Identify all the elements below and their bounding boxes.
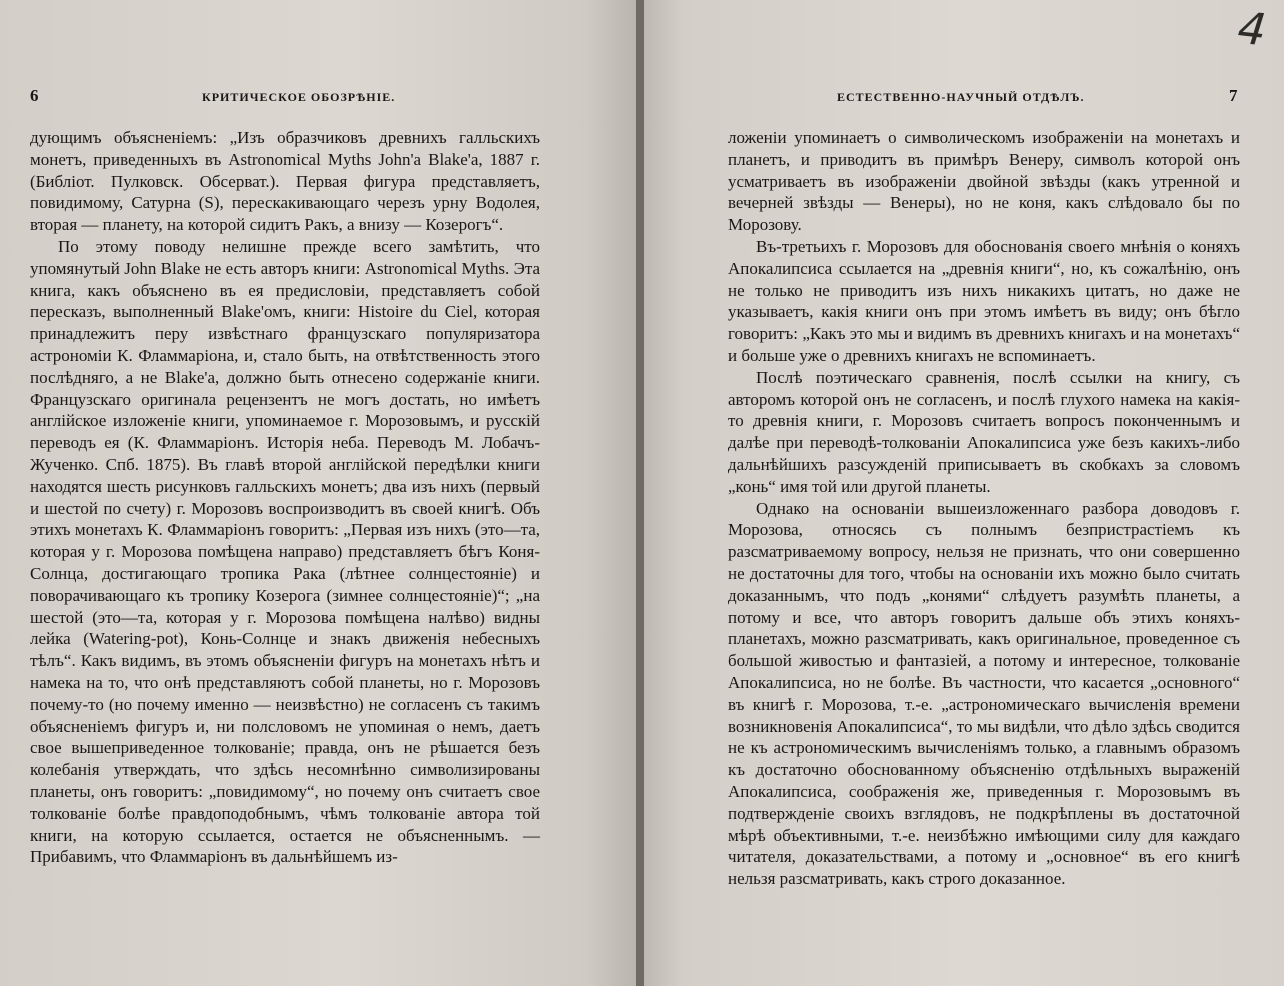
left-page [0,0,636,986]
right-paragraph-2: Въ-третьихъ г. Морозовъ для обоснованія своего мнѣнія о коняхъ Апокалипсиса ссылается на „древнія книги“, но, къ сожалѣнію, онъ не только не приводитъ изъ нихъ никакихъ цитатъ, но даже не указываетъ, какія книги онъ при этомъ имѣетъ въ виду; онъ бѣгло говоритъ: „Какъ это мы и видимъ въ древнихъ книгахъ и на монетахъ“ и больше уже о древнихъ книгахъ не вспоминаетъ. [728,236,1240,365]
left-page-number: 6 [30,86,39,105]
left-paragraph-1: дующимъ объясненіемъ: „Изъ образчиковъ древнихъ галльскихъ монетъ, приведенныхъ въ Astronomical Myths John'a Blake'a, 1887 г. (Библіот. Пулковск. Обсерват.). Первая фигура представляетъ, повидимому, Сатурна (S), перескакивающаго черезъ урну Водолея, вторая — планету, на которой сидитъ Ракъ, а внизу — Козерогъ“. [30,128,540,235]
right-paragraph-4: Однако на основаніи вышеизложеннаго разбора доводовъ г. Морозова, относясь съ полнымъ безпристрастіемъ къ разсматриваемому вопросу, нельзя не признать, что они совершенно не достаточны для того, чтобы на основаніи ихъ можно было считать доказаннымъ, что подъ „конями“ слѣдуетъ разумѣть планеты, а потому и все, что авторъ говоритъ дальше объ этихъ коняхъ-планетахъ, можно разсматривать, какъ оригинальное, проведенное съ большой живостью и фантазіей, а потому и интересное, толкованіе Апокалипсиса, но не болѣе. Въ частности, что касается „основного“ въ книгѣ г. Морозова, т.-е. „астрономическаго вычисленія времени возникновенія Апокалипсиса“, то мы видѣли, что дѣло здѣсь сводится не къ астрономическимъ вычисленіямъ только, а главнымъ образомъ къ достаточно обоснованному объясненію отдѣльныхъ выраженій Апокалипсиса, соображенія же, приведенныя г. Морозовымъ въ подтвержденіе своихъ взглядовъ, не подкрѣплены въ достаточной мѣрѣ объективными, т.-е. неизбѣжно имѣющими силу для каждаго читателя, доказательствами, а потому и „основное“ въ его книгѣ нельзя разсматривать, какъ строго доказанное. [728,498,1240,889]
right-paragraph-3: Послѣ поэтическаго сравненія, послѣ ссылки на книгу, съ авторомъ которой онъ не согласенъ, и послѣ глухого намека на какія-то древнія книги, г. Морозовъ считаетъ вопросъ поконченнымъ и далѣе при переводѣ-толкованіи Апокалипсиса уже безъ какихъ-либо дальнѣйшихъ разсужденій приписываетъ въ скобкахъ за словомъ „конь“ имя той или другой планеты. [728,367,1240,496]
book-gutter [636,0,644,986]
left-text-block [30,127,540,868]
right-text-block [728,127,1240,890]
right-paragraph-1: ложеніи упоминаетъ о символическомъ изображеніи на монетахъ и планетъ, и приводитъ въ примѣръ Венеру, символъ которой онъ усматриваетъ въ изображеніи двойной звѣзды (какъ утренной и вечерней звѣзды — Венеры), но не коня, какъ слѣдовало бы по Морозову. [728,128,1240,235]
right-running-head: ЕСТЕСТВЕННО-НАУЧНЫЙ ОТДѢЛЪ. [837,90,1085,104]
left-running-head: КРИТИЧЕСКОЕ ОБОЗРѢНІЕ. [202,90,396,104]
handwritten-folio-mark: 4 [1235,2,1269,57]
right-page-number: 7 [1229,86,1238,105]
right-page [644,0,1284,986]
left-paragraph-2: По этому поводу нелишне прежде всего замѣтить, что упомянутый John Blake не есть авторъ книги: Astronomical Myths. Эта книга, какъ объяснено въ ея предисловіи, представляетъ собой пересказъ, выполненный Blake'омъ, книги: Histoire du Ciel, которая принадлежитъ перу извѣстнаго французскаго популяризатора астрономіи К. Фламмаріона, и, стало быть, на отвѣтственность этого послѣдняго, а не Blake'a, должно быть отнесено содержаніе книги. Французскаго оригинала рецензентъ не могъ достать, но имѣетъ англійское изложеніе книги, упоминаемое г. Морозовымъ, и русскій переводъ ея (К. Фламмаріонъ. Исторія неба. Переводъ М. Лобачъ-Жученко. Спб. 1875). Въ главѣ второй англійской передѣлки книги находятся шесть рисунковъ галльскихъ монетъ; два изъ нихъ (первый и шестой по счету) г. Морозовъ воспроизводитъ въ своей книгѣ. Объ этихъ монетахъ К. Фламмаріонъ говоритъ: „Первая изъ нихъ (это—та, которая у г. Морозова помѣщена направо) представляетъ бѣгъ Коня-Солнца, достигающаго тропика Рака (лѣтнее солнцестояніе) и поворачивающаго къ тропику Козерога (зимнее солнцестояніе)“; „на шестой (это—та, которая у г. Морозова помѣщена налѣво) видны лейка (Watering-pot), Конь-Солнце и знакъ движенія небесныхъ тѣлъ“. Какъ видимъ, въ этомъ объясненіи фигуръ на монетахъ нѣтъ и намека на то, что онѣ представляютъ собой планеты, но г. Морозовъ почему-то (но почему именно — неизвѣстно) не согласенъ съ такимъ объясненіемъ фигуръ и, ни полсловомъ не упоминая о немъ, даетъ свое вышеприведенное толкованіе; правда, онъ не рѣшается безъ колебанія утверждать, что здѣсь несомнѣнно символизированы планеты, онъ говоритъ: „повидимому“, но почему онъ считаетъ свое толкованіе болѣе правдоподобнымъ, чѣмъ толкованіе автора той книги, на которую ссылается, остается не объясненнымъ. — Прибавимъ, что Фламмаріонъ въ дальнѣйшемъ из- [30,236,540,867]
